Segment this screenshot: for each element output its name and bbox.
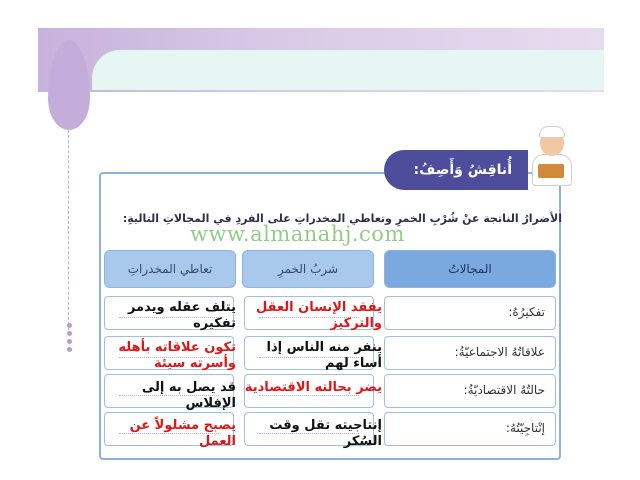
row-label-thinking: تفكيرُهُ: (384, 296, 556, 330)
column-header-fields: المجالاتُ (384, 250, 556, 288)
answer-alcohol-social: ينفر منه الناس إذا أساء لهم (266, 340, 382, 371)
watermark: www.almanahj.com (190, 222, 405, 246)
answer-drugs-productivity: يصبح مشلولاً عن العمل (129, 418, 236, 449)
row-label-economic: حالتُهُ الاقتصاديّةُ: (384, 374, 556, 408)
activity-heading: أُناقِشُ وَأَصِفُ: (384, 150, 528, 190)
answer-alcohol-thinking: يفقد الإنسان العقل والتركيز (255, 300, 382, 331)
column-header-alcohol: شربُ الخمرِ (242, 250, 374, 288)
column-header-drugs: تعاطي المخدراتِ (104, 250, 236, 288)
decor-line (68, 130, 69, 330)
row-label-social: علاقاتُهُ الاجتماعيّةُ: (384, 336, 556, 370)
intro-text: الأضرارُ الناتجة عنْ شُرْبِ الخمرِ وتعاطي المخدراتِ على الفردِ في المجالاتِ التاليةِ: (122, 212, 562, 225)
answer-alcohol-economic: يضر بحالته الاقتصادية (244, 380, 382, 395)
row-label-productivity: إنْتاجِيّتُهُ: (384, 412, 556, 446)
student-avatar-icon (528, 124, 576, 186)
answer-drugs-social: تكون علاقاته بأهله وأسرته سيئة (118, 340, 236, 371)
answer-alcohol-productivity: إنتاجيته تقل وقت السُكر (269, 418, 382, 449)
top-decor-mint (92, 50, 604, 90)
decor-dots (65, 320, 73, 355)
answer-drugs-economic: قد يصل به إلى الإفلاس (141, 380, 236, 411)
answer-drugs-thinking: يتلف عقله ويدمر تفكيره (127, 300, 236, 331)
